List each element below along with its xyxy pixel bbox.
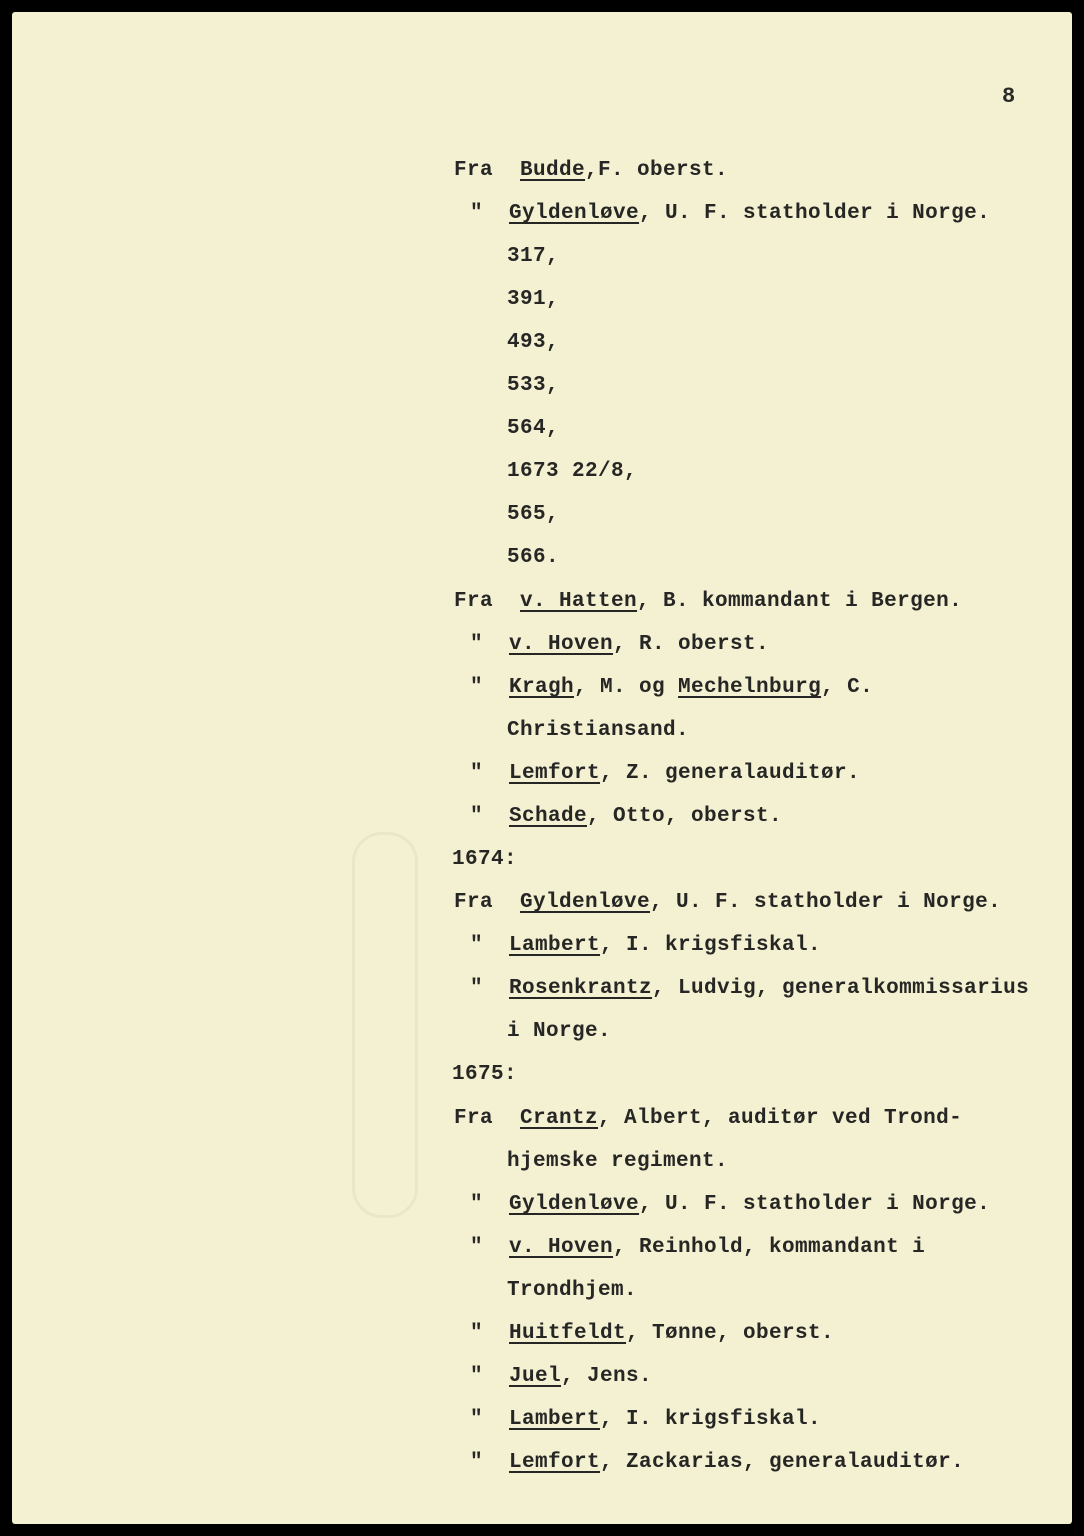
entry-text (509, 1319, 834, 1349)
continuation-text: 317, (507, 245, 560, 268)
entry-text-part: , U. F. statholder i Norge. (639, 202, 991, 225)
underlined-name: Lambert (509, 934, 601, 957)
ditto-mark: " (470, 1322, 484, 1345)
underlined-name: Kragh (509, 676, 575, 699)
continuation-text: 391, (507, 288, 560, 311)
document-page (12, 12, 1072, 1524)
entry-text (509, 974, 1029, 1004)
ditto-mark: " (470, 934, 484, 957)
entry-text (520, 156, 728, 186)
underlined-name: Schade (509, 805, 588, 828)
entry-text (509, 1362, 652, 1392)
ditto-mark: " (470, 1236, 484, 1259)
from-label: Fra (454, 891, 494, 914)
entry-text-part: , B. kommandant i Bergen. (637, 590, 963, 613)
entry-text-part: , Otto, oberst. (587, 805, 783, 828)
underlined-name: Crantz (520, 1107, 599, 1130)
ditto-mark: " (470, 1193, 484, 1216)
continuation-text: Christiansand. (507, 719, 690, 742)
entry-text-part: ,F. oberst. (585, 159, 729, 182)
entry-text-part: , Jens. (561, 1365, 653, 1388)
entry-text-part: , M. og (574, 676, 679, 699)
entry-text (520, 1104, 962, 1134)
underlined-name: Huitfeldt (509, 1322, 627, 1345)
entry-text (520, 888, 1001, 918)
ditto-mark: " (470, 977, 484, 1000)
continuation-text: 493, (507, 331, 560, 354)
underlined-name: v. Hoven (509, 633, 614, 656)
underlined-name: Budde (520, 159, 586, 182)
entry-text (509, 1190, 990, 1220)
entry-text (509, 630, 769, 660)
entry-text (509, 199, 990, 229)
entry-text-part: , I. krigsfiskal. (600, 1408, 822, 1431)
continuation-text: 565, (507, 503, 560, 526)
entry-text-part: , U. F. statholder i Norge. (639, 1193, 991, 1216)
year-heading: 1674: (452, 848, 518, 871)
entry-text-part: , U. F. statholder i Norge. (650, 891, 1002, 914)
entry-text-part: , C. (821, 676, 874, 699)
underlined-name: Lambert (509, 1408, 601, 1431)
ditto-mark: " (470, 202, 484, 225)
entry-text (509, 1448, 964, 1478)
ditto-mark: " (470, 1408, 484, 1431)
continuation-text: 533, (507, 374, 560, 397)
continuation-text: 564, (507, 417, 560, 440)
entry-text-part: , Z. generalauditør. (600, 762, 861, 785)
entry-text (509, 759, 860, 789)
entry-text (509, 673, 873, 703)
entry-text-part: , Reinhold, kommandant i (613, 1236, 926, 1259)
page-number: 8 (1002, 84, 1016, 109)
entry-text-part: , Zackarias, generalauditør. (600, 1451, 965, 1474)
from-label: Fra (454, 159, 494, 182)
ditto-mark: " (470, 762, 484, 785)
underlined-name: v. Hatten (520, 590, 638, 613)
ditto-mark: " (470, 633, 484, 656)
underlined-name: Gyldenløve (509, 202, 640, 225)
entry-text-part: , R. oberst. (613, 633, 770, 656)
underlined-name: Rosenkrantz (509, 977, 653, 1000)
underlined-name: Gyldenløve (520, 891, 651, 914)
entry-text-part: , Albert, auditør ved Trond- (598, 1107, 963, 1130)
underlined-name: Lemfort (509, 1451, 601, 1474)
ditto-mark: " (470, 1365, 484, 1388)
continuation-text: 566. (507, 546, 560, 569)
from-label: Fra (454, 1107, 494, 1130)
continuation-text: hjemske regiment. (507, 1150, 729, 1173)
ditto-mark: " (470, 805, 484, 828)
faded-stamp (352, 832, 418, 1218)
underlined-name: Gyldenløve (509, 1193, 640, 1216)
entry-text-part: , I. krigsfiskal. (600, 934, 822, 957)
underlined-name: Lemfort (509, 762, 601, 785)
underlined-name: Juel (509, 1365, 562, 1388)
entry-text (509, 931, 821, 961)
entry-text (509, 1405, 821, 1435)
entry-text (509, 802, 782, 832)
continuation-text: i Norge. (507, 1020, 612, 1043)
entry-text-part: , Tønne, oberst. (626, 1322, 835, 1345)
year-heading: 1675: (452, 1063, 518, 1086)
continuation-text: Trondhjem. (507, 1279, 638, 1302)
continuation-text: 1673 22/8, (507, 460, 638, 483)
entry-text (509, 1233, 925, 1263)
ditto-mark: " (470, 676, 484, 699)
entry-text-part: , Ludvig, generalkommissarius (652, 977, 1030, 1000)
from-label: Fra (454, 590, 494, 613)
entry-text (520, 587, 962, 617)
underlined-name: v. Hoven (509, 1236, 614, 1259)
ditto-mark: " (470, 1451, 484, 1474)
underlined-name: Mechelnburg (678, 676, 822, 699)
